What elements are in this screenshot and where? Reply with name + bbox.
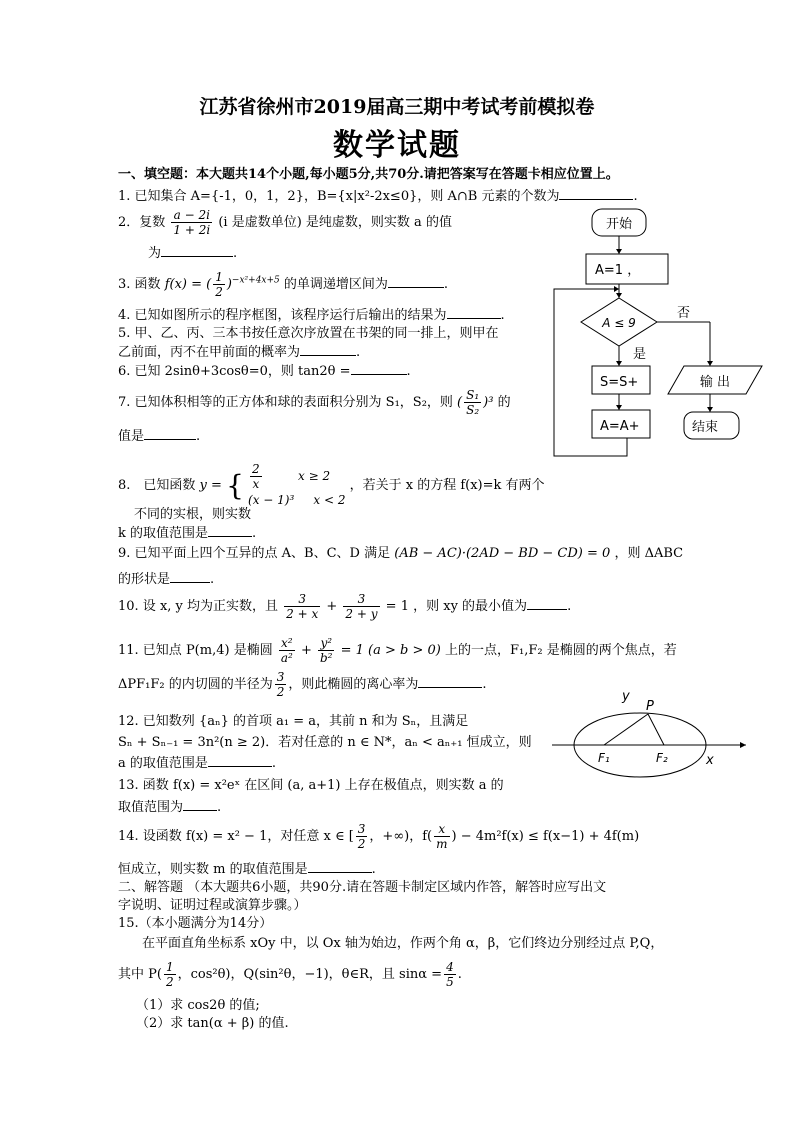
question-7: 7. 已知体积相等的正方体和球的表面积分别为 S₁，S₂，则 ( $\frac{\text{S₁}}{\text{S₂}}$ )³ 的 [118, 388, 511, 417]
flow-yes-label: 是 [633, 347, 647, 362]
flow-end-label: 结束 [692, 420, 719, 435]
question-15-text: 在平面直角坐标系 xOy 中，以 Ox 轴为始边，作两个角 α，β，它们终边分别经过点 P,Q， [142, 936, 664, 951]
question-14: 14. 设函数 f(x) = x² − 1，对任意 x ∈ [ $\frac{3}{2}$ ，+∞)，f( $\frac{x}{m}$ ) − 4m²f(x) ≤ f(x−1) + 4f(m) [118, 822, 640, 851]
question-8: 8. 已知函数 y = { $\frac{2}{x}$ x ≥ 2 (x − 1)³ x < 2 ，若关于 x 的方程 f(x)=k 有两个 [118, 462, 545, 507]
exam-title: 江苏省徐州市2019届高三期中考试考前模拟卷 [199, 96, 595, 118]
question-15-sub2: （2）求 tan(α + β) 的值. [136, 1016, 289, 1031]
flow-no-label: 否 [677, 306, 691, 321]
flow-condition-label: A ≤ 9 [602, 316, 636, 330]
subject-title: 数学试题 [333, 128, 461, 163]
ellipse-figure [552, 690, 752, 780]
part2-heading-cont: 字说明、证明过程或演算步骤。） [118, 898, 307, 913]
question-7-cont: 值是 . [118, 429, 201, 444]
question-2: 2．复数 $\frac{a - 2i}{1 + 2i}$ (i 是虚数单位) 是纯虚数，则实数 a 的值 [118, 208, 452, 237]
flow-a-update-label: A=A+ [600, 419, 640, 434]
question-8-cont: 不同的实根，则实数 [134, 507, 252, 522]
question-15-text2: 其中 P( $\frac{1}{2}$ ，cos²θ)，Q(sin²θ，−1)，θ∈R，且 sinα = $\frac{4}{5}$ . [118, 960, 462, 989]
part1-heading: 一、填空题：本大题共14个小题,每小题5分,共70分.请把答案写在答题卡相应位置上。 [118, 167, 619, 182]
flow-init-label: A=1 ， [595, 263, 641, 278]
question-10: 10. 设 x, y 均为正实数，且 $\frac{3}{2 + x}$ + $\frac{3}{2 + y}$ = 1 ，则 xy 的最小值为 . [118, 592, 572, 621]
question-5-cont: 乙前面，丙不在甲前面的概率为 . [118, 345, 361, 360]
question-8-cont2: k 的取值范围是 . [118, 526, 257, 541]
question-9-cont: 的形状是 . [118, 572, 215, 587]
part2-heading: 二、解答题 （本大题共6小题，共90分.请在答题卡制定区域内作答，解答时应写出文 [118, 880, 607, 895]
question-15-title: 15.（本小题满分为14分） [118, 916, 273, 931]
question-11-cont: ΔPF₁F₂ 的内切圆的半径为 $\frac{3}{2}$ ，则此椭圆的离心率为 . [118, 670, 487, 699]
question-2-cont: 为 . [148, 246, 238, 261]
flow-s-update-label: S=S+ [600, 375, 639, 390]
question-1: 1. 已知集合 A={-1，0，1，2}，B={x|x²-2x≤0}，则 A∩B 元素的个数为 . [118, 189, 638, 204]
question-13: 13. 函数 f(x) = x²eˣ 在区间 (a, a+1) 上存在极值点，则实数 a 的 [118, 778, 504, 793]
p-label: P [646, 699, 654, 714]
flow-start-label: 开始 [605, 217, 633, 232]
question-4: 4. 已知如图所示的程序框图，该程序运行后输出的结果为 . [118, 308, 505, 323]
question-13-cont: 取值范围为 . [118, 800, 222, 815]
question-6: 6. 已知 2sinθ+3cosθ=0，则 tan2θ = . [118, 364, 411, 379]
question-12: 12. 已知数列 {aₙ} 的首项 a₁ = a，其前 n 和为 Sₙ，且满足 [118, 714, 469, 729]
x-label: x [706, 753, 714, 768]
question-5: 5. 甲、乙、丙、三本书按任意次序放置在书架的同一排上，则甲在 [118, 326, 499, 341]
question-15-sub1: （1）求 cos2θ 的值; [136, 998, 260, 1013]
y-label: y [622, 690, 630, 704]
f2-label: F₂ [656, 751, 668, 765]
q2-fraction: $\frac{a - 2i}{1 + 2i}$ [173, 208, 211, 237]
question-12-cont: Sₙ + Sₙ₋₁ = 3n²(n ≥ 2)．若对任意的 n ∈ N*，aₙ < aₙ₊₁ 恒成立，则 [118, 735, 532, 750]
question-11: 11. 已知点 P(m,4) 是椭圆 $\frac{\text{x²}}{\text{a²}}$ + $\frac{\text{y²}}{\text{b²}}$ = 1 (a > b > 0) 上的一点，F₁,F₂ 是椭圆的两个焦点，若 [118, 636, 677, 665]
f1-label: F₁ [598, 751, 610, 765]
question-12-cont2: a 的取值范围是 . [118, 756, 277, 771]
flow-output-label: 输 出 [699, 375, 731, 390]
question-14-cont: 恒成立，则实数 m 的取值范围是 . [118, 862, 376, 877]
question-9: 9. 已知平面上四个互异的点 A、B、C、D 满足 (AB − AC)·(2AD − BD − CD) = 0 ，则 ΔABC [118, 546, 684, 561]
flowchart [540, 200, 780, 462]
question-3: 3. 函数 f(x) = ( $\frac{1}{2}$ )$^{-x^2+4x+5}$ 的单调递增区间为 . [118, 270, 449, 299]
